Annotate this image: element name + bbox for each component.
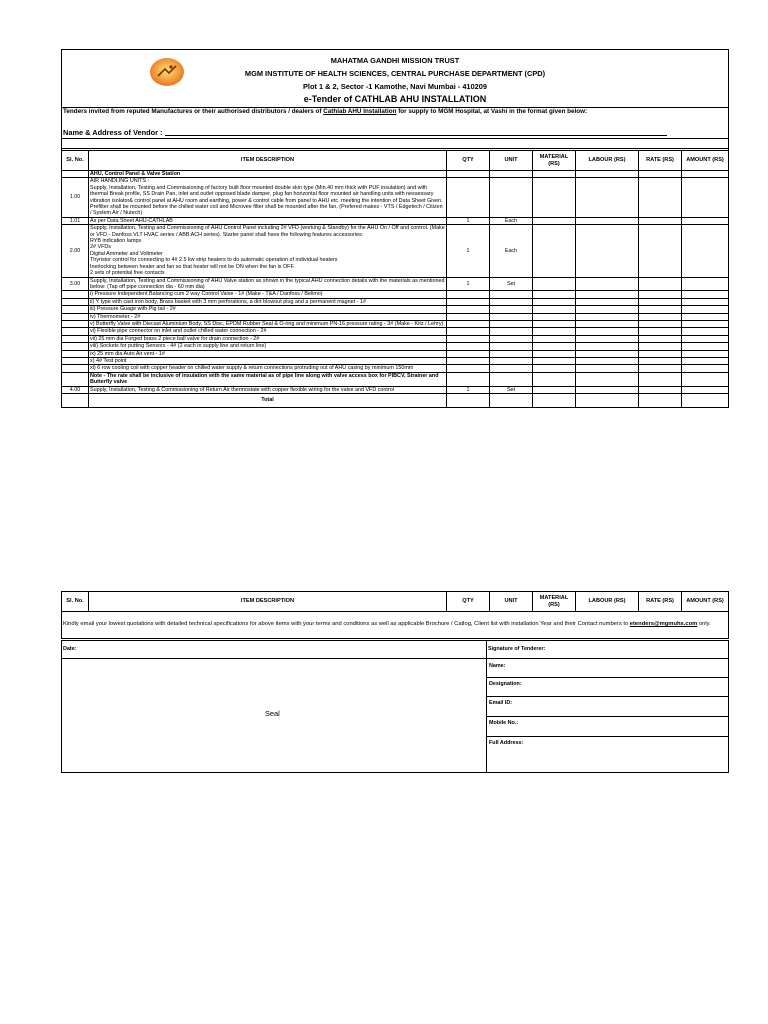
signature-table <box>61 640 729 773</box>
mobile-field[interactable]: Mobile No.: <box>487 717 728 737</box>
item-description-cell: AIR HANDLING UNITS : Supply, Installation, Testing and Commissioning of factory built floor mounted double skin type (Min.40 mm thick with PUF insulation) and with thermal Break profile, SS Drain Pan, inlet and outlet opposed blade damper, plug fan horizontal floor mounted air handling units with nessessary vibration isolator& control panel at AHU room and earthing, power & control cable from panel to AHU etc. meeting the intention of Data Sheet Given. Prefilter shall be mounted before the chilled water coil and Microvee filter shall be mounted after the fan. (Prefered makes - VTS / Edgetech / Citizen / System Air / Nutech) <box>89 178 447 217</box>
col-header: Sl. No. <box>62 151 89 171</box>
amount-cell[interactable] <box>682 217 729 224</box>
amount-cell[interactable] <box>682 350 729 357</box>
material-cell[interactable] <box>533 298 576 305</box>
labour-cell[interactable] <box>576 386 639 393</box>
col-header: AMOUNT (RS) <box>682 592 729 612</box>
material-cell[interactable] <box>533 335 576 342</box>
table-row <box>62 320 729 327</box>
material-cell[interactable] <box>533 350 576 357</box>
sl-no-cell: 4.00 <box>62 386 89 393</box>
qty-cell: 1 <box>447 225 490 277</box>
email-link[interactable]: etenders@mgmuhs.com <box>629 621 698 628</box>
labour-cell[interactable] <box>576 306 639 313</box>
qty-cell <box>447 171 490 178</box>
item-description-cell: v) Butterfly Valve with Diecast Aluminium Body, SS Disc, EPDM Rubber Seal & O-ring and minimum PN-16 pressure rating - 3# (Make - Kitz / Lehry) <box>89 320 447 327</box>
address-field[interactable]: Full Address: <box>489 740 524 746</box>
table-row <box>62 350 729 357</box>
labour-cell[interactable] <box>576 343 639 350</box>
email-field[interactable]: Email ID: <box>487 697 728 717</box>
seal-label: Seal <box>265 709 280 718</box>
amount-cell[interactable] <box>682 306 729 313</box>
sl-no-cell <box>62 328 89 335</box>
amount-cell[interactable] <box>682 335 729 342</box>
item-description-cell: AHU, Control Panel & Valve Station <box>89 171 447 178</box>
qty-cell <box>447 298 490 305</box>
material-cell[interactable] <box>533 277 576 291</box>
amount-cell[interactable] <box>682 372 729 386</box>
intro-text-a: Tenders invited from reputed Manufactures or their authorised distributors / dealers of <box>63 108 324 115</box>
table-row <box>62 217 729 224</box>
item-description-cell: i) Pressure Independent Balancing cum 2 way Control Valve - 1# (Make - T&A / Danfoss / Belimo) <box>89 291 447 298</box>
amount-cell[interactable] <box>682 386 729 393</box>
material-cell[interactable] <box>533 320 576 327</box>
col-header: UNIT <box>490 592 533 612</box>
labour-cell[interactable] <box>576 372 639 386</box>
labour-cell[interactable] <box>576 365 639 372</box>
qty-cell <box>447 335 490 342</box>
item-description-cell: Note - The rate shall be inclusive of insulation with the same material as of pipe line along with valve access box for PIBCV, Strainer and Butterfly valve <box>89 372 447 386</box>
qty-cell <box>447 357 490 364</box>
qty-cell <box>447 320 490 327</box>
qty-cell <box>447 306 490 313</box>
labour-cell[interactable] <box>576 357 639 364</box>
col-header: QTY <box>447 592 490 612</box>
item-description-cell: xi) 6 row cooling coil with copper header on chilled water supply & return connections protruding out of AHU casing by minimum 150mm <box>89 365 447 372</box>
amount-cell[interactable] <box>682 320 729 327</box>
total-label: Total <box>89 394 447 408</box>
amount-cell[interactable] <box>682 291 729 298</box>
unit-cell: Set <box>490 277 533 291</box>
labour-cell[interactable] <box>576 217 639 224</box>
rate-cell[interactable] <box>639 225 682 277</box>
material-cell[interactable] <box>533 178 576 217</box>
material-cell[interactable] <box>533 365 576 372</box>
table-row <box>62 365 729 372</box>
header-block <box>62 50 728 108</box>
item-description-cell: ii) Y type with cast iron body, Brass basket with 3 mm perforations, a dirt blowout plug and a permanent magnet - 1# <box>89 298 447 305</box>
rate-cell[interactable] <box>639 217 682 224</box>
qty-cell <box>447 372 490 386</box>
unit-cell: Each <box>490 217 533 224</box>
table-row <box>62 313 729 320</box>
labour-cell[interactable] <box>576 291 639 298</box>
material-cell[interactable] <box>533 306 576 313</box>
amount-cell[interactable] <box>682 365 729 372</box>
unit-cell: Each <box>490 225 533 277</box>
amount-cell[interactable] <box>682 298 729 305</box>
intro-text <box>63 108 728 116</box>
item-description-cell: As per Data Sheet AHU-CATHLAB <box>89 217 447 224</box>
table-row <box>62 386 729 393</box>
rate-cell[interactable] <box>639 277 682 291</box>
table-header-row <box>62 151 729 171</box>
table-row <box>62 171 729 178</box>
material-cell[interactable] <box>533 357 576 364</box>
tender-title: e-Tender of CATHLAB AHU INSTALLATION <box>303 94 487 104</box>
material-cell[interactable] <box>533 372 576 386</box>
trust-name: MAHATMA GANDHI MISSION TRUST <box>330 56 460 65</box>
material-cell[interactable] <box>533 217 576 224</box>
amount-cell[interactable] <box>682 343 729 350</box>
col-header: UNIT <box>490 151 533 171</box>
qty-cell <box>447 291 490 298</box>
sl-no-cell <box>62 313 89 320</box>
material-cell[interactable] <box>533 225 576 277</box>
footer-header-row <box>62 592 729 612</box>
labour-cell[interactable] <box>576 320 639 327</box>
item-description-cell: vi) Flexible pipe connector on inlet and outlet chilled water connection - 2# <box>89 328 447 335</box>
items-table <box>61 150 729 408</box>
rate-cell[interactable] <box>639 313 682 320</box>
date-field[interactable]: Date: <box>62 641 487 659</box>
table-row <box>62 335 729 342</box>
intro-text-b: for supply to MGM Hospital, at Vashi in the format given below: <box>396 108 588 115</box>
institute-name: MGM INSTITUTE OF HEALTH SCIENCES, CENTRAL PURCHASE DEPARTMENT (CPD) <box>244 69 546 78</box>
table-row <box>62 291 729 298</box>
rate-cell[interactable] <box>639 365 682 372</box>
labour-cell[interactable] <box>576 298 639 305</box>
unit-cell <box>490 335 533 342</box>
qty-cell <box>447 365 490 372</box>
sl-no-cell <box>62 343 89 350</box>
vendor-line <box>63 128 667 137</box>
unit-cell <box>490 320 533 327</box>
sl-no-cell <box>62 365 89 372</box>
sl-no-cell <box>62 372 89 386</box>
table-row <box>62 225 729 277</box>
seal-area <box>62 659 487 773</box>
amount-cell[interactable] <box>682 178 729 217</box>
table-row <box>62 178 729 217</box>
sl-no-cell <box>62 350 89 357</box>
amount-cell[interactable] <box>682 171 729 178</box>
qty-cell <box>447 350 490 357</box>
labour-cell[interactable] <box>576 225 639 277</box>
table-row <box>62 277 729 291</box>
table-row <box>62 298 729 305</box>
instruction-text: Kindly email your lowest quotations with detailed technical specifications for above items with your terms and conditions as well as applicable Brochure / Catlog, Client list with installation Year and their Contact numbers to etenders@mgmuhs.com only. <box>62 612 729 639</box>
designation-field[interactable]: Designation: <box>487 678 728 697</box>
signature-field[interactable]: Signature of Tenderer: <box>487 641 729 659</box>
col-header: ITEM DESCRIPTION <box>89 592 447 612</box>
col-header: ITEM DESCRIPTION <box>89 151 447 171</box>
tender-sheet <box>61 49 729 151</box>
item-description-cell: iv) Thermometer - 2# <box>89 313 447 320</box>
qty-cell: 1 <box>447 217 490 224</box>
unit-cell <box>490 343 533 350</box>
col-header: Sl. No. <box>62 592 89 612</box>
rate-cell[interactable] <box>639 357 682 364</box>
total-amount[interactable] <box>682 394 729 408</box>
table-row <box>62 328 729 335</box>
intro-link: Cathlab AHU Installation <box>323 108 397 115</box>
sl-no-cell: 2.00 <box>62 225 89 277</box>
footer-table <box>61 591 729 639</box>
table-row <box>62 372 729 386</box>
sl-no-cell <box>62 357 89 364</box>
amount-cell[interactable] <box>682 357 729 364</box>
sl-no-cell: 3.00 <box>62 277 89 291</box>
labour-cell[interactable] <box>576 328 639 335</box>
rate-cell[interactable] <box>639 350 682 357</box>
unit-cell <box>490 171 533 178</box>
item-description-cell: ix) 25 mm dia Auto Air vent - 1# <box>89 350 447 357</box>
col-header: LABOUR (RS) <box>576 592 639 612</box>
amount-cell[interactable] <box>682 277 729 291</box>
qty-cell: 1 <box>447 277 490 291</box>
unit-cell <box>490 313 533 320</box>
unit-cell <box>490 306 533 313</box>
item-description-cell: iii) Pressure Guage with Pig tail - 2# <box>89 306 447 313</box>
item-description-cell: vii) 25 mm dia Forged brass 2 piece ball valve for drain connection - 2# <box>89 335 447 342</box>
qty-cell <box>447 178 490 217</box>
tenderer-details <box>487 659 729 773</box>
divider <box>62 138 728 139</box>
amount-cell[interactable] <box>682 328 729 335</box>
rate-cell[interactable] <box>639 320 682 327</box>
labour-cell[interactable] <box>576 313 639 320</box>
qty-cell <box>447 343 490 350</box>
rate-cell[interactable] <box>639 328 682 335</box>
col-header: MATERIAL (RS) <box>533 592 576 612</box>
labour-cell[interactable] <box>576 350 639 357</box>
rate-cell[interactable] <box>639 386 682 393</box>
sl-no-cell: 1.00 <box>62 178 89 217</box>
total-row <box>62 394 729 408</box>
rate-cell[interactable] <box>639 291 682 298</box>
col-header: QTY <box>447 151 490 171</box>
labour-cell[interactable] <box>576 178 639 217</box>
name-field[interactable]: Name: <box>487 660 728 678</box>
vendor-underline[interactable] <box>165 135 667 136</box>
divider <box>62 148 728 149</box>
rate-cell[interactable] <box>639 335 682 342</box>
unit-cell <box>490 291 533 298</box>
rate-cell[interactable] <box>639 343 682 350</box>
sl-no-cell <box>62 335 89 342</box>
material-cell[interactable] <box>533 386 576 393</box>
rate-cell[interactable] <box>639 178 682 217</box>
sl-no-cell <box>62 306 89 313</box>
rate-cell[interactable] <box>639 372 682 386</box>
amount-cell[interactable] <box>682 313 729 320</box>
unit-cell <box>490 372 533 386</box>
col-header: RATE (RS) <box>639 151 682 171</box>
table-row <box>62 343 729 350</box>
material-cell[interactable] <box>533 313 576 320</box>
sl-no-cell <box>62 171 89 178</box>
col-header: RATE (RS) <box>639 592 682 612</box>
unit-cell <box>490 328 533 335</box>
labour-cell[interactable] <box>576 335 639 342</box>
unit-cell <box>490 178 533 217</box>
unit-cell <box>490 365 533 372</box>
qty-cell <box>447 328 490 335</box>
labour-cell[interactable] <box>576 171 639 178</box>
sl-no-cell <box>62 320 89 327</box>
labour-cell[interactable] <box>576 277 639 291</box>
item-description-cell: viii) Sockets for putting Sensors - 4# (2 each in supply line and return line) <box>89 343 447 350</box>
unit-cell: Set <box>490 386 533 393</box>
unit-cell <box>490 357 533 364</box>
qty-cell: 1 <box>447 386 490 393</box>
item-description-cell: Supply, Installation, Testing & Commissioning of Return Air thermostate with copper flexible wiring for the valve and VFD control <box>89 386 447 393</box>
material-cell[interactable] <box>533 328 576 335</box>
col-header: LABOUR (RS) <box>576 151 639 171</box>
sl-no-cell <box>62 298 89 305</box>
item-description-cell: x) 4# Test point <box>89 357 447 364</box>
rate-cell[interactable] <box>639 171 682 178</box>
unit-cell <box>490 350 533 357</box>
col-header: AMOUNT (RS) <box>682 151 729 171</box>
rate-cell[interactable] <box>639 298 682 305</box>
unit-cell <box>490 298 533 305</box>
sl-no-cell <box>62 291 89 298</box>
institute-address: Plot 1 & 2, Sector -1 Kamothe, Navi Mumbai - 410209 <box>302 82 487 91</box>
material-cell[interactable] <box>533 171 576 178</box>
vendor-label: Name & Address of Vendor : <box>63 128 163 137</box>
material-cell[interactable] <box>533 343 576 350</box>
table-row <box>62 357 729 364</box>
sl-no-cell: 1.01 <box>62 217 89 224</box>
amount-cell[interactable] <box>682 225 729 277</box>
col-header: MATERIAL (RS) <box>533 151 576 171</box>
item-description-cell: Supply, Installation, Testing and Commissioning of AHU Control Panel including 2# VFD (working & Standby) for the AHU On / Off and control. (Make or VFD - Danfoss VLT HVAC series / ABB ACH series). Starter panel shall have the following features accessories: RYB indication lamps 2# VFDs Digital Ammeter and Voltmeter Thyristor control for connecting to 4# 2.5 kw strip heaters to do automatic operation of individual heaters Inerlocking between heater and fan so that heater will not be ON when the fan is OFF. 2 sets of potential free contacts <box>90 225 445 277</box>
table-row <box>62 306 729 313</box>
material-cell[interactable] <box>533 291 576 298</box>
item-description-cell: Supply, Installation, Testing and Commissioning of AHU Valve station as shown in the typical AHU connection details with the materials as mentioned below: (Tap off pipe connection dia - 60 mm dia) <box>89 277 447 291</box>
qty-cell <box>447 313 490 320</box>
instruction-row <box>62 612 729 639</box>
rate-cell[interactable] <box>639 306 682 313</box>
